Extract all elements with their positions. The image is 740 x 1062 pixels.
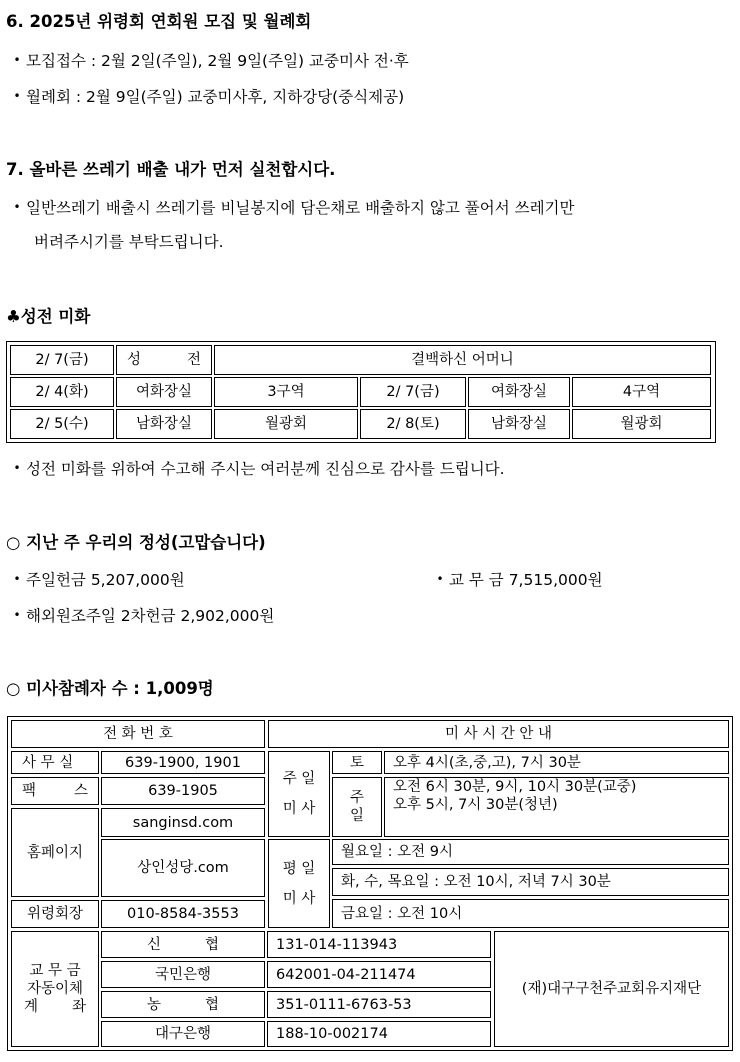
bank-account-nonghyup: 351-0111-6763-53 [267, 991, 491, 1018]
president-label: 위령회장 [11, 900, 99, 928]
altar-r1-date: 2/ 7(금) [10, 345, 114, 375]
section7-bullet: • 일반쓰레기 배출시 쓰레기를 비닐봉지에 담은채로 배출하지 않고 풀어서 쓰레기만 [8, 197, 575, 218]
president-phone: 010-8584-3553 [101, 900, 265, 928]
bank-account-shinhyup: 131-014-113943 [267, 931, 491, 958]
homepage-label: 홈페이지 [11, 808, 99, 897]
offering-title: ○ 지난 주 우리의 정성(고맙습니다) [6, 533, 266, 552]
office-phone: 639-1900, 1901 [101, 751, 265, 774]
saturday-mass-times: 오후 4시(초,중,고), 7시 30분 [384, 751, 729, 774]
altar-r2-date1: 2/ 4(화) [10, 377, 114, 407]
saturday-label: 토 [332, 751, 382, 774]
sunday-mass-label: 주 일 미 사 [268, 751, 330, 837]
homepage-url-korean[interactable]: 상인성당.com [101, 839, 265, 897]
altar-r1-group: 결백하신 어머니 [214, 345, 711, 375]
altar-r3-group2: 월광회 [572, 409, 711, 439]
weekday-mass-label: 평 일 미 사 [268, 839, 330, 928]
altar-table [6, 341, 716, 443]
altar-r1-place: 성 전 [116, 345, 212, 375]
offering-diocese: • 교 무 금 7,515,000원 [431, 569, 603, 590]
altar-r2-group1: 3구역 [214, 377, 358, 407]
sunday-label: 주 일 [332, 777, 382, 837]
section6-title: 6. 2025년 위령회 연회원 모집 및 월례회 [6, 12, 312, 31]
section7-title: 7. 올바른 쓰레기 배출 내가 먼저 실천합시다. [6, 160, 336, 179]
bank-account-kookmin: 642001-04-211474 [267, 961, 491, 988]
bank-name-nonghyup: 농 협 [101, 991, 265, 1018]
altar-r2-place1: 여화장실 [116, 377, 212, 407]
section6-bullet-registration: • 모집접수 : 2월 2일(주일), 2월 9일(주일) 교중미사 전·후 [8, 50, 409, 71]
fax-label: 팩 스 [11, 777, 99, 805]
altar-r2-date2: 2/ 7(금) [360, 377, 466, 407]
account-holder: (재)대구구천주교회유지재단 [494, 931, 729, 1047]
altar-r2-group2: 4구역 [572, 377, 711, 407]
sunday-mass-times: 오전 6시 30분, 9시, 10시 30분(교중) 오후 5시, 7시 30분(청년) [384, 777, 729, 837]
friday-mass: 금요일 : 오전 10시 [332, 899, 729, 928]
tue-thu-mass: 화, 수, 목요일 : 오전 10시, 저녁 7시 30분 [332, 868, 729, 896]
altar-r3-date1: 2/ 5(수) [10, 409, 114, 439]
altar-thanks-note: • 성전 미화를 위하여 수고해 주시는 여러분께 진심으로 감사를 드립니다. [8, 458, 505, 479]
phone-header: 전 화 번 호 [11, 720, 265, 748]
bank-name-daegu: 대구은행 [101, 1021, 265, 1047]
bank-transfer-label: 교 무 금 자동이체 계 좌 [11, 931, 99, 1047]
section7-bullet-cont: 버려주시기를 부탁드립니다. [34, 233, 224, 251]
altar-section-title: ♣성전 미화 [6, 307, 91, 326]
fax-number: 639-1905 [101, 777, 265, 805]
homepage-url[interactable]: sanginsd.com [101, 808, 265, 837]
altar-r3-place2: 남화장실 [468, 409, 570, 439]
info-table [7, 716, 733, 1051]
bank-name-kookmin: 국민은행 [101, 961, 265, 988]
altar-r2-place2: 여화장실 [468, 377, 570, 407]
bank-account-daegu: 188-10-002174 [267, 1021, 491, 1047]
monday-mass: 월요일 : 오전 9시 [332, 839, 729, 865]
altar-r3-place1: 남화장실 [116, 409, 212, 439]
altar-r3-group1: 월광회 [214, 409, 358, 439]
office-label: 사 무 실 [11, 751, 99, 774]
bank-name-shinhyup: 신 협 [101, 931, 265, 958]
section6-bullet-meeting: • 월례회 : 2월 9일(주일) 교중미사후, 지하강당(중식제공) [8, 86, 404, 107]
offering-mission: • 해외원조주일 2차헌금 2,902,000원 [8, 605, 274, 626]
mass-header: 미 사 시 간 안 내 [268, 720, 729, 748]
attendance-title: ○ 미사참례자 수 : 1,009명 [6, 679, 214, 698]
offering-sunday: • 주일헌금 5,207,000원 [8, 569, 185, 590]
altar-r3-date2: 2/ 8(토) [360, 409, 466, 439]
